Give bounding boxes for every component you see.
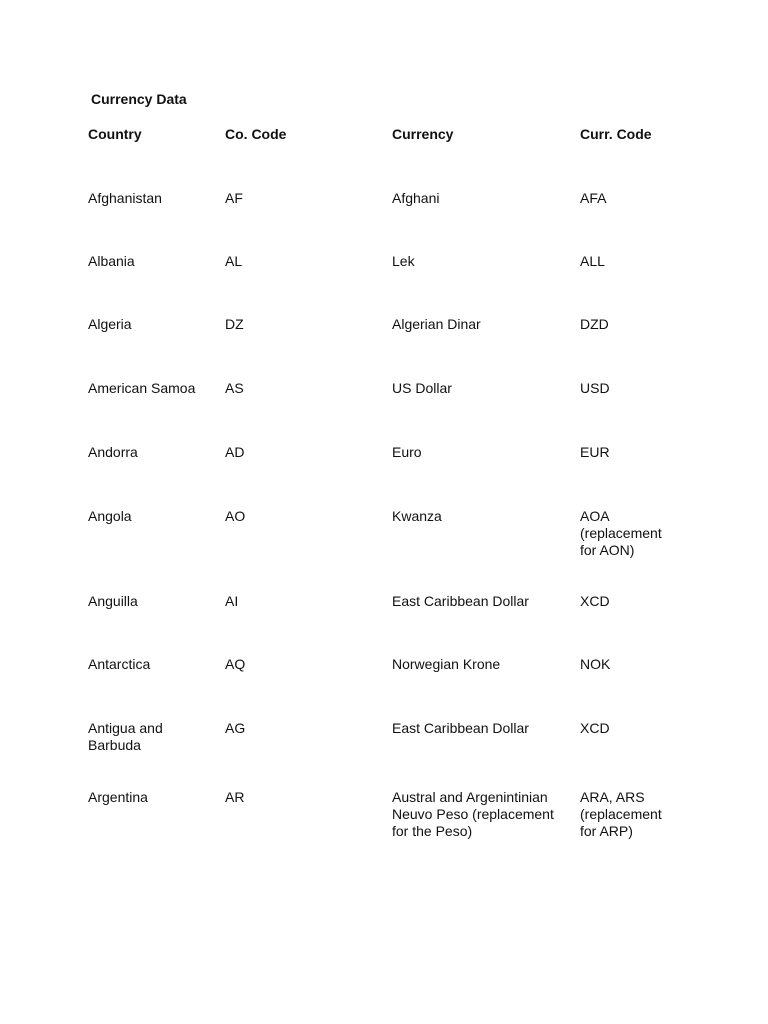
- column-header-currency: Currency: [392, 126, 454, 142]
- table-row: [0, 253, 768, 323]
- country-code-cell: AI: [225, 593, 239, 609]
- currency-cell: Euro: [392, 444, 422, 460]
- currency-cell: Algerian Dinar: [392, 316, 481, 332]
- table-row: [0, 380, 768, 450]
- column-header-country: Country: [88, 126, 142, 142]
- country-cell: Afghanistan: [88, 190, 162, 206]
- country-cell: Antigua and Barbuda: [88, 720, 163, 753]
- currency-code-cell: AOA (replacement for AON): [580, 508, 662, 558]
- currency-code-cell: XCD: [580, 593, 610, 609]
- currency-code-cell: ALL: [580, 253, 605, 269]
- country-cell: American Samoa: [88, 380, 196, 396]
- table-row: [0, 508, 768, 578]
- currency-cell: East Caribbean Dollar: [392, 720, 529, 736]
- table-row: [0, 593, 768, 663]
- table-row: [0, 316, 768, 386]
- country-cell: Argentina: [88, 789, 148, 805]
- currency-cell: US Dollar: [392, 380, 452, 396]
- currency-cell: East Caribbean Dollar: [392, 593, 529, 609]
- document-title: Currency Data: [91, 91, 187, 107]
- country-code-cell: AO: [225, 508, 246, 524]
- currency-code-cell: NOK: [580, 656, 611, 672]
- country-code-cell: AR: [225, 789, 245, 805]
- country-cell: Andorra: [88, 444, 138, 460]
- country-cell: Antarctica: [88, 656, 151, 672]
- country-code-cell: AF: [225, 190, 243, 206]
- currency-code-cell: EUR: [580, 444, 610, 460]
- currency-cell: Kwanza: [392, 508, 442, 524]
- currency-cell: Austral and Argenintinian Neuvo Peso (replacement for the Peso): [392, 789, 554, 839]
- table-row: [0, 789, 768, 859]
- currency-code-cell: XCD: [580, 720, 610, 736]
- country-cell: Anguilla: [88, 593, 138, 609]
- currency-code-cell: AFA: [580, 190, 607, 206]
- country-code-cell: DZ: [225, 316, 244, 332]
- country-code-cell: AL: [225, 253, 243, 269]
- currency-cell: Norwegian Krone: [392, 656, 501, 672]
- country-cell: Albania: [88, 253, 135, 269]
- currency-code-cell: ARA, ARS (replacement for ARP): [580, 789, 662, 839]
- country-code-cell: AD: [225, 444, 245, 460]
- table-row: [0, 190, 768, 260]
- column-header-currency-code: Curr. Code: [580, 126, 652, 142]
- table-row: [0, 720, 768, 790]
- currency-cell: Lek: [392, 253, 415, 269]
- country-code-cell: AS: [225, 380, 244, 396]
- country-code-cell: AG: [225, 720, 246, 736]
- country-code-cell: AQ: [225, 656, 246, 672]
- currency-code-cell: USD: [580, 380, 610, 396]
- column-header-country-code: Co. Code: [225, 126, 287, 142]
- table-row: [0, 444, 768, 514]
- currency-code-cell: DZD: [580, 316, 609, 332]
- country-cell: Angola: [88, 508, 132, 524]
- table-row: [0, 656, 768, 726]
- currency-cell: Afghani: [392, 190, 440, 206]
- country-cell: Algeria: [88, 316, 132, 332]
